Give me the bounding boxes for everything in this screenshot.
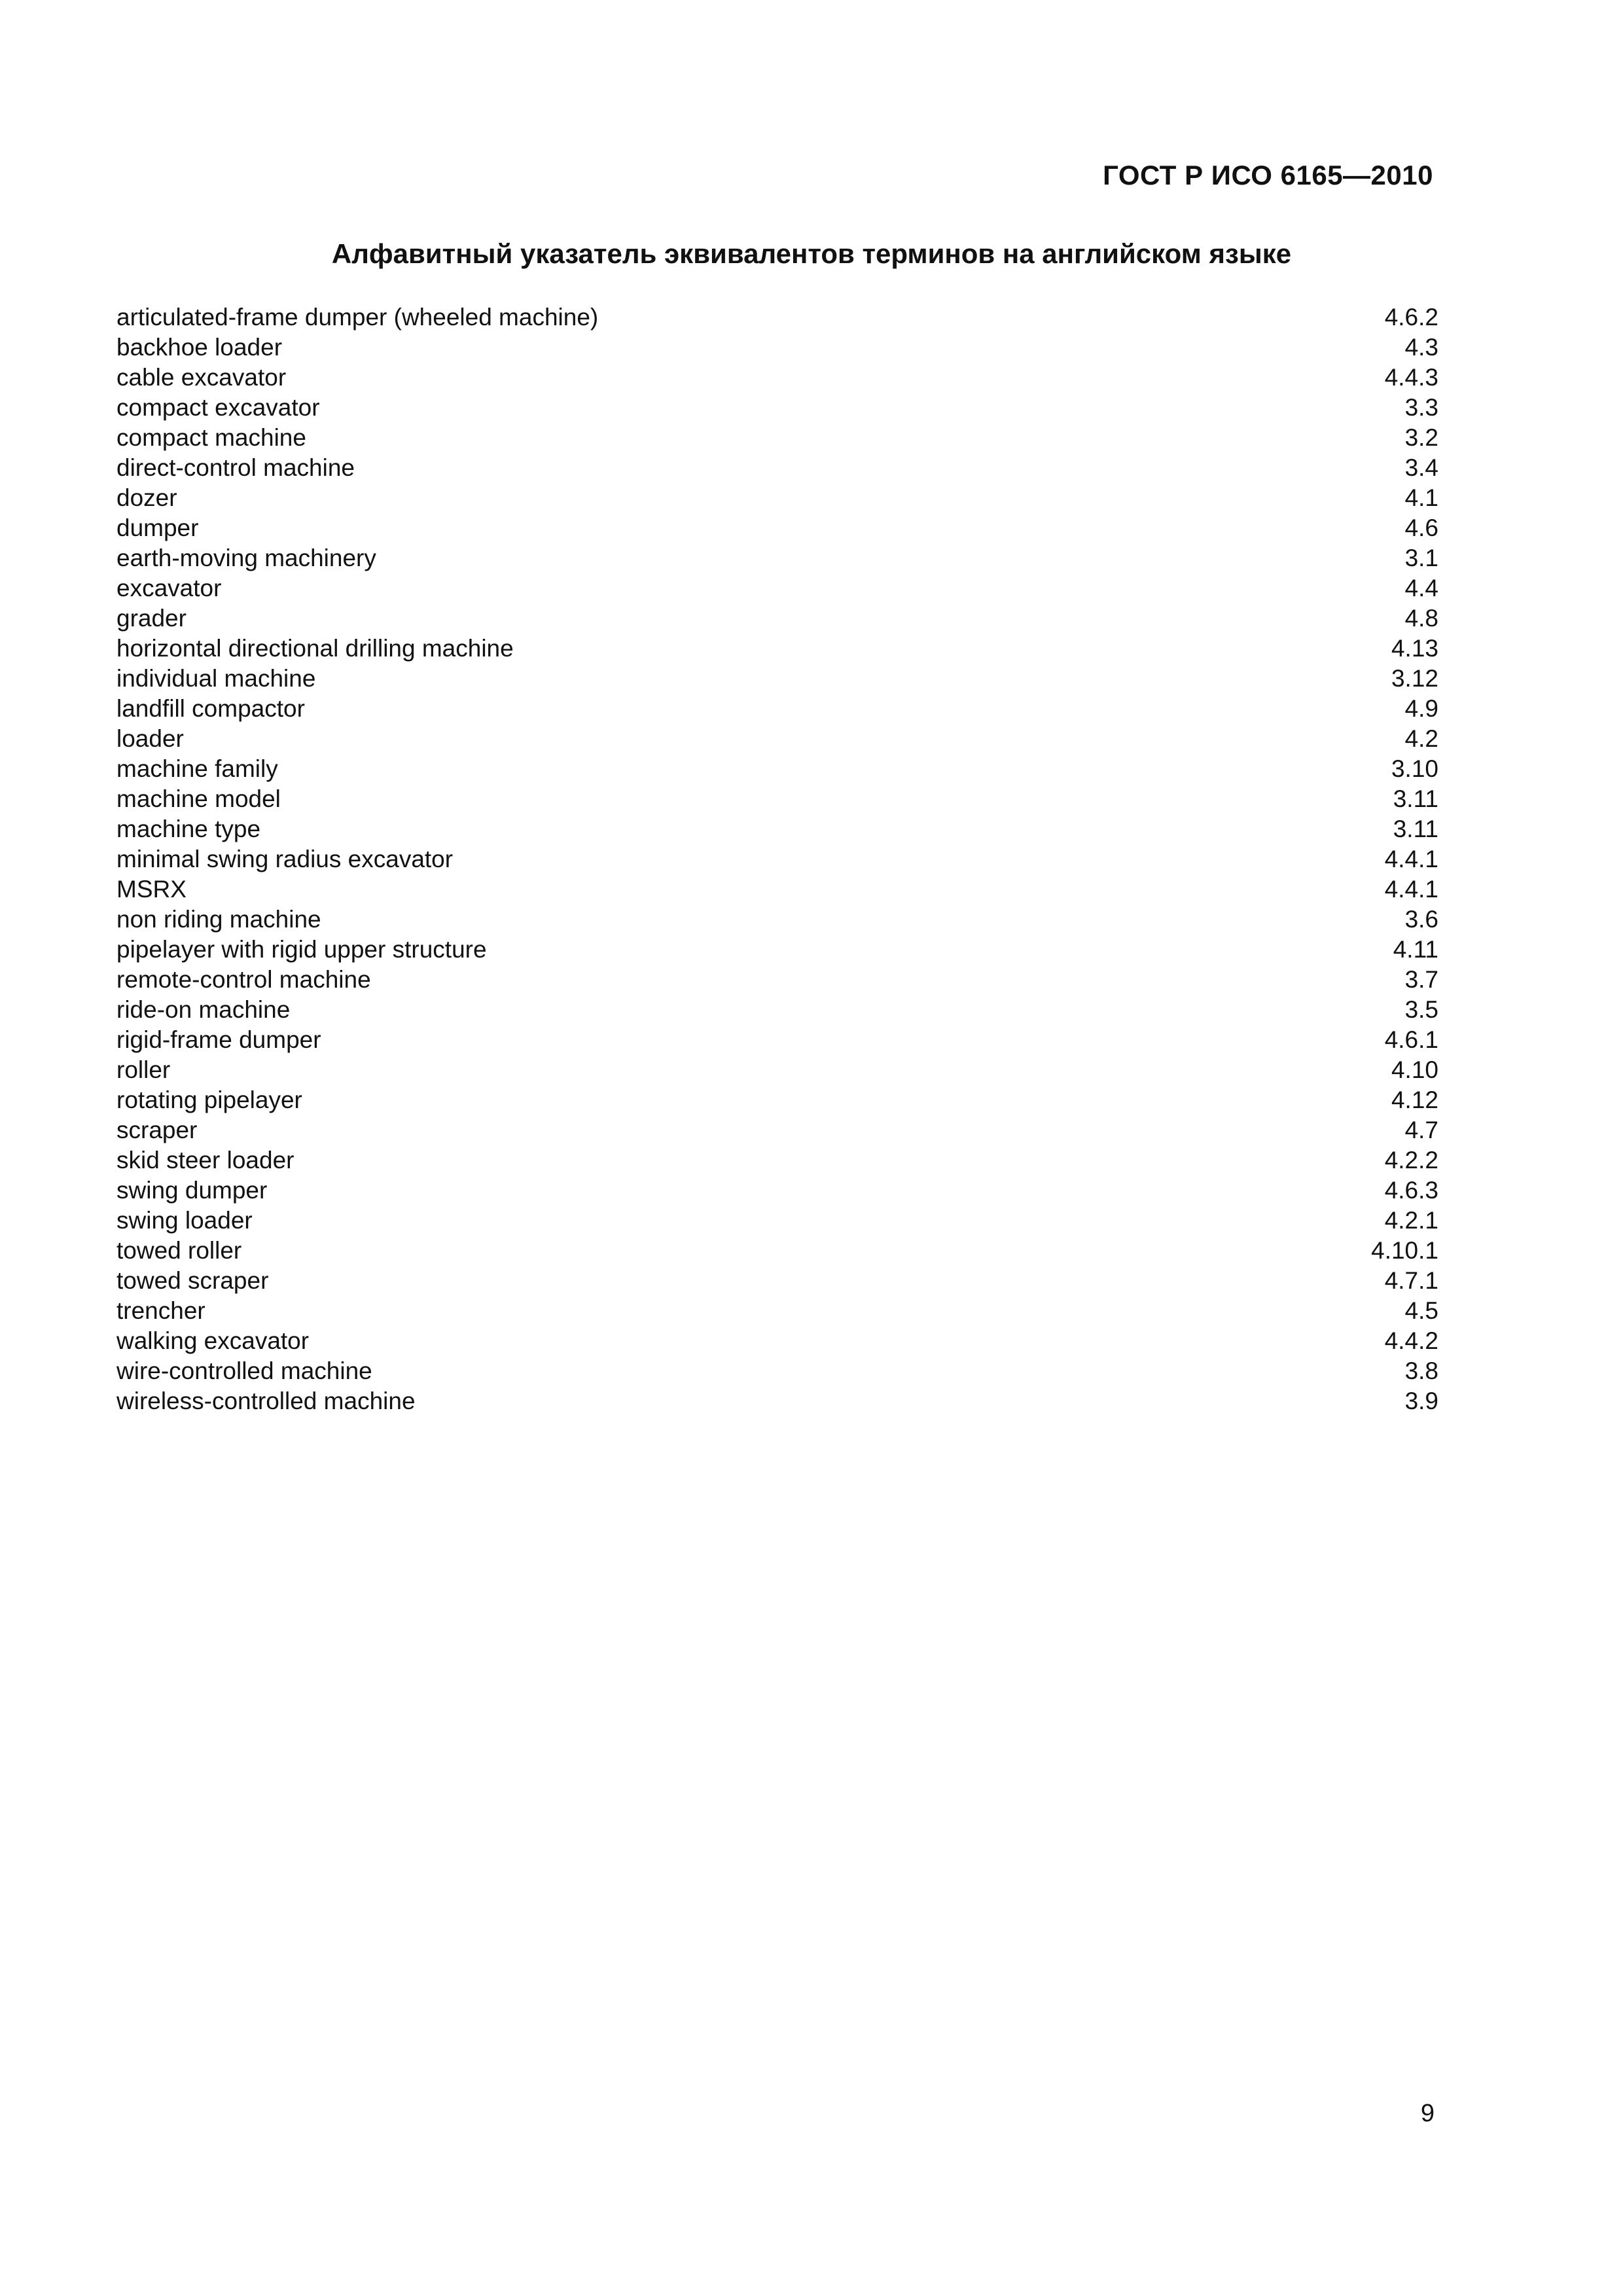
index-entry — [116, 814, 1438, 844]
index-section-ref: 3.10 — [1391, 755, 1438, 782]
index-entry — [116, 363, 1438, 393]
index-entry — [116, 1055, 1438, 1085]
index-section-ref: 3.8 — [1404, 1357, 1438, 1384]
index-entry — [116, 453, 1438, 483]
index-term: remote-control machine — [116, 966, 371, 993]
index-term: machine model — [116, 785, 281, 812]
index-entry — [116, 1326, 1438, 1356]
index-term: ride-on machine — [116, 996, 291, 1023]
index-section-ref: 4.4.2 — [1384, 1327, 1438, 1354]
index-entry — [116, 1266, 1438, 1296]
index-term: rigid-frame dumper — [116, 1026, 321, 1053]
index-term: earth-moving machinery — [116, 545, 376, 571]
index-section-ref: 4.13 — [1391, 635, 1438, 662]
index-entry — [116, 1175, 1438, 1206]
index-section-ref: 3.12 — [1391, 665, 1438, 692]
index-section-ref: 4.6.2 — [1384, 304, 1438, 331]
index-entry — [116, 603, 1438, 634]
index-section-ref: 4.1 — [1404, 484, 1438, 511]
index-section-ref: 4.3 — [1404, 334, 1438, 361]
index-entry — [116, 393, 1438, 423]
index-term: machine type — [116, 816, 261, 842]
index-section-ref: 4.2.2 — [1384, 1147, 1438, 1174]
index-section-ref: 4.5 — [1404, 1297, 1438, 1324]
index-term: pipelayer with rigid upper structure — [116, 936, 487, 963]
index-entry — [116, 664, 1438, 694]
index-entry — [116, 935, 1438, 965]
index-section-ref: 4.7.1 — [1384, 1267, 1438, 1294]
page-number: 9 — [1420, 2100, 1435, 2127]
index-section-ref: 4.6 — [1404, 514, 1438, 541]
index-entry — [116, 874, 1438, 905]
index-entry — [116, 784, 1438, 814]
index-section-ref: 3.4 — [1404, 454, 1438, 481]
index-section-ref: 4.2.1 — [1384, 1207, 1438, 1234]
index-section-ref: 3.2 — [1404, 424, 1438, 451]
index-section-ref: 4.4.1 — [1384, 846, 1438, 872]
index-section-ref: 4.9 — [1404, 695, 1438, 722]
index-section-ref: 4.4 — [1404, 575, 1438, 601]
index-section-ref: 4.6.3 — [1384, 1177, 1438, 1204]
index-term: wireless-controlled machine — [116, 1388, 416, 1414]
index-term: non riding machine — [116, 906, 321, 933]
index-section-ref: 3.1 — [1404, 545, 1438, 571]
index-entry — [116, 513, 1438, 543]
index-entry — [116, 332, 1438, 363]
index-entry — [116, 1236, 1438, 1266]
index-section-ref: 4.2 — [1404, 725, 1438, 752]
index-term: direct-control machine — [116, 454, 355, 481]
index-entry — [116, 423, 1438, 453]
index-term: individual machine — [116, 665, 316, 692]
index-entry — [116, 844, 1438, 874]
index-term: loader — [116, 725, 184, 752]
index-section-ref: 4.10.1 — [1371, 1237, 1438, 1264]
index-term: cable excavator — [116, 364, 287, 391]
index-entry — [116, 965, 1438, 995]
index-entry — [116, 1145, 1438, 1175]
index-entry — [116, 905, 1438, 935]
index-term: walking excavator — [116, 1327, 310, 1354]
index-entry — [116, 754, 1438, 784]
index-section-ref: 3.9 — [1404, 1388, 1438, 1414]
index-term: backhoe loader — [116, 334, 283, 361]
index-section-ref: 4.4.1 — [1384, 876, 1438, 903]
index-term: compact excavator — [116, 394, 320, 421]
index-term: horizontal directional drilling machine — [116, 635, 514, 662]
index-term: towed scraper — [116, 1267, 269, 1294]
index-section-ref: 4.6.1 — [1384, 1026, 1438, 1053]
index-term: skid steer loader — [116, 1147, 294, 1174]
index-entry — [116, 1296, 1438, 1326]
index-section-ref: 4.4.3 — [1384, 364, 1438, 391]
index-section-ref: 4.8 — [1404, 605, 1438, 632]
index-entry — [116, 1356, 1438, 1386]
index-entry — [116, 573, 1438, 603]
index-term: swing dumper — [116, 1177, 268, 1204]
index-entry — [116, 1115, 1438, 1145]
index-term: roller — [116, 1056, 171, 1083]
index-entry — [116, 302, 1438, 332]
index-term: swing loader — [116, 1207, 253, 1234]
index-title: Алфавитный указатель эквивалентов терминов на английском языке — [331, 238, 1292, 269]
index-section-ref: 4.12 — [1391, 1086, 1438, 1113]
index-entry — [116, 543, 1438, 573]
index-section-ref: 4.11 — [1393, 936, 1438, 963]
index-entry — [116, 724, 1438, 754]
index-term: machine family — [116, 755, 278, 782]
index-section-ref: 3.6 — [1404, 906, 1438, 933]
index-entry — [116, 483, 1438, 513]
index-term: dozer — [116, 484, 177, 511]
index-term: wire-controlled machine — [116, 1357, 372, 1384]
index-term: excavator — [116, 575, 222, 601]
term-index-list — [116, 302, 1438, 1416]
index-entry — [116, 634, 1438, 664]
document-code: ГОСТ Р ИСО 6165—2010 — [1103, 160, 1433, 190]
index-section-ref: 4.7 — [1404, 1117, 1438, 1143]
index-entry — [116, 995, 1438, 1025]
index-section-ref: 3.3 — [1404, 394, 1438, 421]
index-section-ref: 3.11 — [1393, 816, 1438, 842]
index-section-ref: 3.11 — [1393, 785, 1438, 812]
index-term: scraper — [116, 1117, 198, 1143]
index-term: rotating pipelayer — [116, 1086, 302, 1113]
index-section-ref: 3.7 — [1404, 966, 1438, 993]
index-entry — [116, 1085, 1438, 1115]
index-term: articulated-frame dumper (wheeled machine) — [116, 304, 599, 331]
index-term: minimal swing radius excavator — [116, 846, 454, 872]
index-term: grader — [116, 605, 187, 632]
index-term: MSRX — [116, 876, 187, 903]
index-entry — [116, 694, 1438, 724]
index-term: landfill compactor — [116, 695, 305, 722]
index-term: towed roller — [116, 1237, 242, 1264]
index-term: trencher — [116, 1297, 205, 1324]
index-entry — [116, 1386, 1438, 1416]
index-section-ref: 4.10 — [1391, 1056, 1438, 1083]
index-term: compact machine — [116, 424, 306, 451]
index-entry — [116, 1025, 1438, 1055]
index-section-ref: 3.5 — [1404, 996, 1438, 1023]
index-term: dumper — [116, 514, 199, 541]
index-entry — [116, 1206, 1438, 1236]
